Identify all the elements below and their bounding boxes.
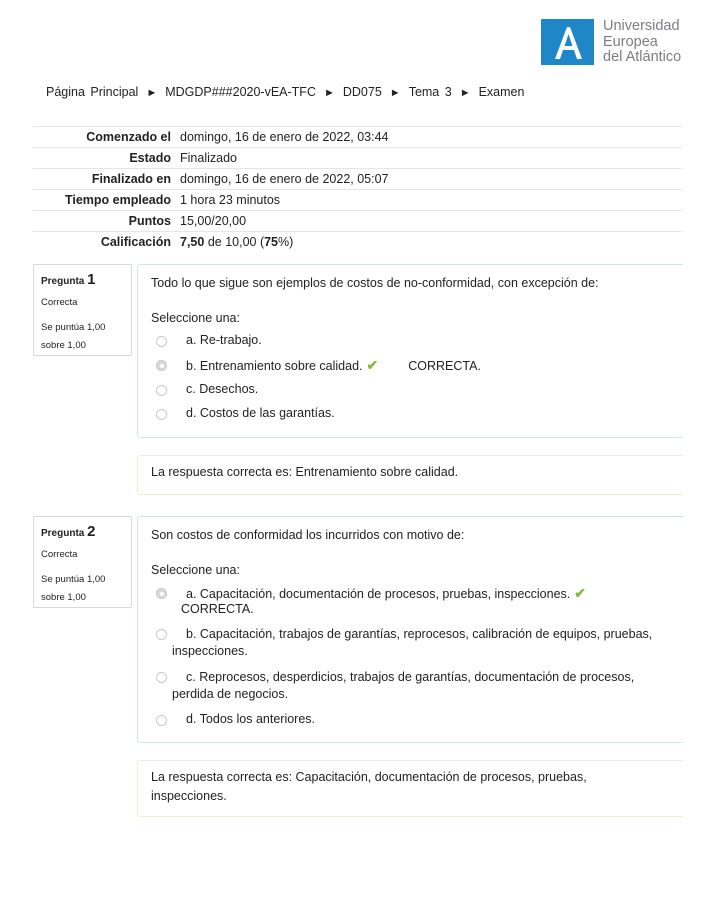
summary-row [33, 148, 682, 169]
summary-label: Puntos [128, 214, 171, 228]
question-info-box [33, 264, 132, 356]
summary-row [33, 190, 682, 211]
radio-button[interactable] [156, 715, 167, 726]
question-text: Son costos de conformidad los incurridos con motivo de: [151, 528, 465, 542]
answer-option-text: d. Costos de las garantías. [186, 406, 335, 420]
summary-grade-value [180, 235, 682, 249]
breadcrumb-topic[interactable]: Tema 3 [408, 85, 452, 99]
breadcrumb-separator-icon: ► [146, 87, 158, 99]
summary-row [33, 169, 682, 190]
summary-label: Comenzado el [86, 130, 171, 144]
right-answer-feedback [137, 760, 683, 817]
correct-label: CORRECTA. [408, 359, 481, 373]
question-number [41, 523, 95, 540]
radio-button[interactable] [156, 336, 167, 347]
answer-option-text: d. Todos los anteriores. [186, 712, 316, 726]
answer-option-text: a. Re-trabajo. [186, 333, 262, 347]
question-formulation [137, 516, 683, 743]
answer-option-text: c. Reprocesos, desperdicios, trabajos de garantías, documentación de procesos, perdida de negocios. [172, 670, 635, 701]
question-state: Correcta [41, 549, 78, 560]
breadcrumb-exam[interactable]: Examen [478, 85, 525, 99]
answer-prompt: Seleccione una: [151, 563, 240, 577]
university-logo[interactable] [541, 19, 686, 65]
question-state: Correcta [41, 297, 78, 308]
right-answer-feedback [137, 455, 683, 495]
answer-option-text [186, 585, 586, 602]
breadcrumb-separator-icon: ► [323, 87, 335, 99]
logo-line: del Atlántico [603, 49, 682, 65]
check-icon: ✔ [574, 585, 586, 601]
question-grade: Se puntúa 1,00 sobre 1,00 [41, 322, 106, 351]
summary-value: 1 hora 23 minutos [180, 193, 281, 207]
breadcrumb-course[interactable]: MDGDP###2020-vEA-TFC [165, 85, 316, 99]
summary-value: domingo, 16 de enero de 2022, 05:07 [180, 172, 389, 186]
radio-button[interactable] [156, 629, 167, 640]
logo-line: Europea [603, 33, 658, 50]
summary-value: 15,00/20,00 [180, 214, 247, 228]
grade-middle: de 10,00 ( [204, 235, 265, 249]
summary-row [33, 211, 682, 232]
summary-label: Finalizado en [91, 172, 171, 186]
summary-value: Finalizado [180, 151, 237, 165]
right-answer-text: La respuesta correcta es: Capacitación, documentación de procesos, pruebas, inspecciones. [151, 770, 587, 803]
correct-label: CORRECTA. [181, 602, 254, 616]
logo-line: Universidad [603, 18, 680, 34]
answer-option-label: a. Capacitación, documentación de procesos, pruebas, inspecciones. [186, 587, 571, 601]
summary-row [33, 127, 682, 148]
grade-end: %) [278, 235, 294, 249]
question-number [41, 271, 95, 288]
grade-percent: 75 [264, 235, 279, 249]
radio-button[interactable] [156, 409, 167, 420]
right-answer-text: La respuesta correcta es: Entrenamiento sobre calidad. [151, 465, 459, 479]
answer-prompt: Seleccione una: [151, 311, 240, 325]
radio-button[interactable] [156, 385, 167, 396]
radio-button-selected[interactable] [156, 588, 167, 599]
summary-label: Tiempo empleado [64, 193, 171, 207]
breadcrumb-separator-icon: ► [459, 87, 471, 99]
question-number-value: 1 [87, 271, 96, 288]
check-icon: ✔ [366, 357, 379, 373]
summary-label: Calificación [100, 235, 171, 249]
logo-text [603, 19, 681, 66]
attempt-summary-table [33, 126, 682, 252]
question-info-box [33, 516, 132, 608]
breadcrumb-section[interactable]: DD075 [342, 85, 382, 99]
grade-score: 7,50 [180, 235, 205, 249]
answer-option-label: b. Entrenamiento sobre calidad. [186, 359, 363, 373]
breadcrumb-separator-icon: ► [389, 87, 401, 99]
breadcrumb [46, 85, 524, 99]
question-grade: Se puntúa 1,00 sobre 1,00 [41, 574, 106, 603]
answer-option-text: c. Desechos. [186, 382, 259, 396]
question-number-value: 2 [87, 523, 96, 540]
question-text: Todo lo que sigue son ejemplos de costos de no-conformidad, con excepción de: [151, 276, 599, 290]
breadcrumb-home[interactable]: Página Principal [46, 85, 139, 99]
summary-row-grade [33, 232, 682, 252]
question-label: Pregunta [41, 276, 85, 287]
answer-option-text: b. Capacitación, trabajos de garantías, reprocesos, calibración de equipos, pruebas, inspecciones. [172, 627, 653, 658]
answer-option-text [186, 357, 481, 374]
logo-a-icon [541, 19, 594, 65]
radio-button[interactable] [156, 672, 167, 683]
question-label: Pregunta [41, 528, 85, 539]
question-formulation [137, 264, 683, 438]
summary-label: Estado [129, 151, 171, 165]
summary-value: domingo, 16 de enero de 2022, 03:44 [180, 130, 389, 144]
radio-button-selected[interactable] [156, 360, 167, 371]
